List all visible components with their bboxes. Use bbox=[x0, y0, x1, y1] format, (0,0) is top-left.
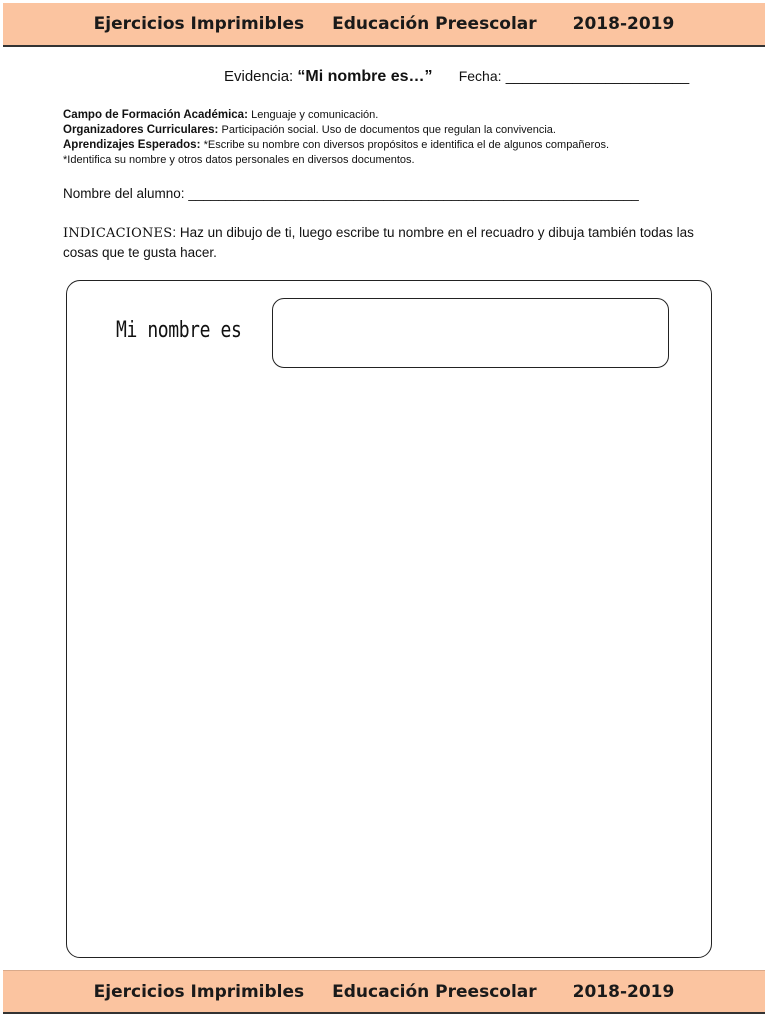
header-banner bbox=[3, 3, 765, 47]
evidence-line bbox=[224, 68, 689, 86]
aprendizajes-value-2: *Identifica su nombre y otros datos personales en diversos documentos. bbox=[63, 154, 415, 166]
aprendizajes-row-2 bbox=[63, 153, 609, 168]
indications-text: : Haz un dibujo de ti, luego escribe tu nombre en el recuadro y dibuja también todas las cosas que te gusta hacer. bbox=[63, 225, 694, 260]
name-prompt-label: Mi nombre es bbox=[116, 318, 242, 343]
drawing-area[interactable] bbox=[66, 280, 712, 958]
header-middle-text: Educación Preescolar bbox=[332, 14, 537, 34]
footer-banner bbox=[3, 970, 765, 1014]
campo-row bbox=[63, 108, 609, 123]
header-year: 2018-2019 bbox=[572, 14, 675, 34]
student-name-label: Nombre del alumno: bbox=[63, 186, 185, 201]
footer-year: 2018-2019 bbox=[572, 981, 675, 1002]
organizadores-row bbox=[63, 123, 609, 138]
date-label: Fecha: bbox=[458, 68, 502, 84]
date-blank: ______________________ bbox=[505, 68, 690, 85]
student-name-line bbox=[63, 186, 639, 201]
evidence-title: “Mi nombre es…” bbox=[297, 68, 433, 85]
aprendizajes-key: Aprendizajes Esperados: bbox=[63, 139, 201, 151]
organizadores-key: Organizadores Curriculares: bbox=[63, 124, 219, 136]
aprendizajes-row bbox=[63, 138, 609, 153]
campo-key: Campo de Formación Académica: bbox=[63, 109, 248, 121]
evidence-label: Evidencia: bbox=[224, 68, 294, 85]
curriculum-info bbox=[63, 108, 609, 168]
footer-left-text: Ejercicios Imprimibles bbox=[93, 981, 305, 1002]
footer-middle-text: Educación Preescolar bbox=[332, 981, 537, 1002]
indications bbox=[63, 223, 713, 262]
aprendizajes-value-1: *Escribe su nombre con diversos propósitos e identifica el de algunos compañeros. bbox=[203, 139, 609, 151]
campo-value: Lenguaje y comunicación. bbox=[251, 109, 379, 121]
organizadores-value: Participación social. Uso de documentos que regulan la convivencia. bbox=[221, 124, 556, 136]
indications-key: INDICACIONES bbox=[63, 226, 173, 241]
header-left-text: Ejercicios Imprimibles bbox=[93, 14, 305, 34]
student-name-blank: ____________________________________________________________ bbox=[188, 186, 639, 201]
name-writing-box[interactable] bbox=[272, 298, 669, 368]
